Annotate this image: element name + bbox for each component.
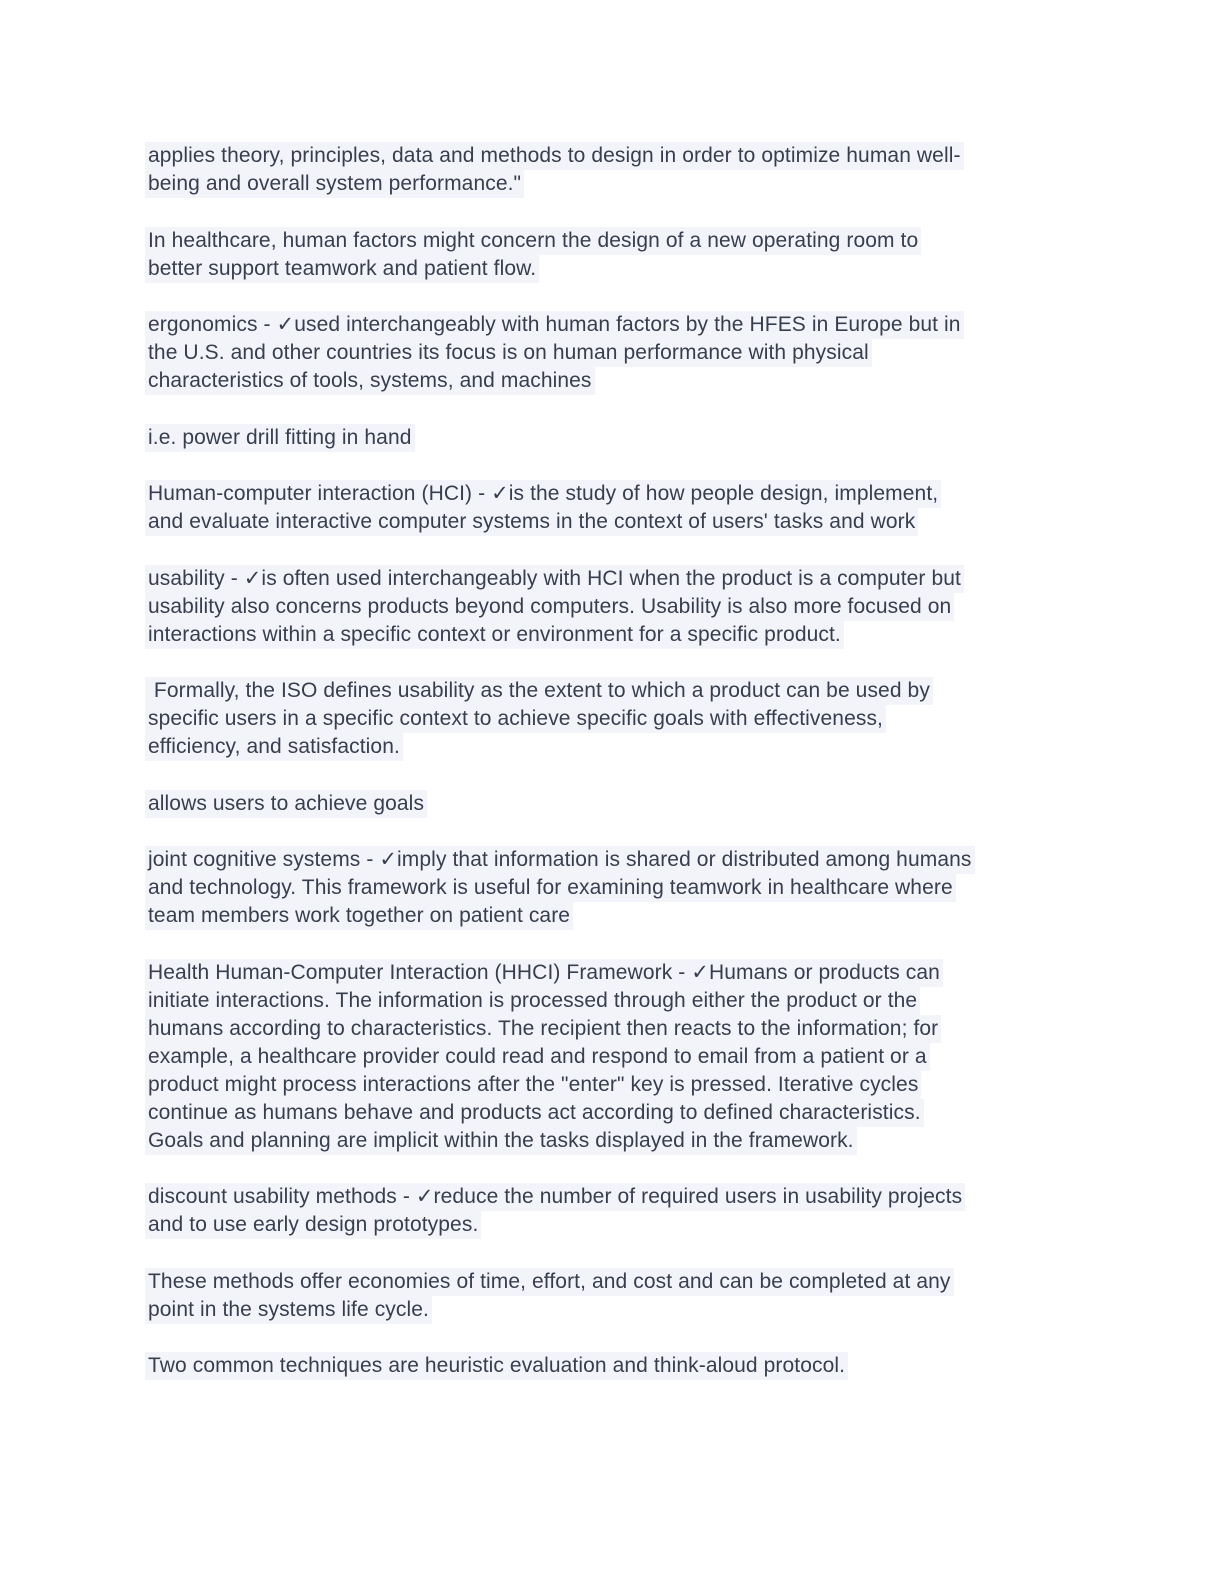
- paragraph: [145, 1268, 1105, 1324]
- text-line: Health Human-Computer Interaction (HHCI) Framework - ✓Humans or products can: [145, 959, 943, 987]
- paragraph: [145, 480, 1105, 536]
- text-line: These methods offer economies of time, effort, and cost and can be completed at any: [145, 1268, 954, 1296]
- text-line: initiate interactions. The information is processed through either the product or the: [145, 987, 920, 1015]
- text-line: being and overall system performance.": [145, 170, 524, 198]
- notes-content: [145, 142, 1105, 1380]
- paragraph: [145, 846, 1105, 930]
- text-line: i.e. power drill fitting in hand: [145, 424, 415, 452]
- paragraph: [145, 1183, 1105, 1239]
- paragraph: [145, 677, 1105, 761]
- text-line: Formally, the ISO defines usability as the extent to which a product can be used by: [145, 677, 933, 705]
- paragraph: [145, 142, 1105, 198]
- text-line: In healthcare, human factors might concern the design of a new operating room to: [145, 227, 921, 255]
- text-line: Goals and planning are implicit within the tasks displayed in the framework.: [145, 1127, 857, 1155]
- text-line: continue as humans behave and products act according to defined characteristics.: [145, 1099, 924, 1127]
- text-line: joint cognitive systems - ✓imply that information is shared or distributed among humans: [145, 846, 975, 874]
- paragraph: [145, 790, 1105, 818]
- text-line: Two common techniques are heuristic evaluation and think-aloud protocol.: [145, 1352, 848, 1380]
- text-line: example, a healthcare provider could read and respond to email from a patient or a: [145, 1043, 930, 1071]
- text-line: and to use early design prototypes.: [145, 1211, 481, 1239]
- text-line: product might process interactions after the "enter" key is pressed. Iterative cycles: [145, 1071, 921, 1099]
- text-line: applies theory, principles, data and methods to design in order to optimize human well-: [145, 142, 964, 170]
- text-line: Human-computer interaction (HCI) - ✓is the study of how people design, implement,: [145, 480, 941, 508]
- text-line: characteristics of tools, systems, and machines: [145, 367, 595, 395]
- paragraph: [145, 1352, 1105, 1380]
- paragraph: [145, 227, 1105, 283]
- text-line: discount usability methods - ✓reduce the number of required users in usability projects: [145, 1183, 965, 1211]
- text-line: humans according to characteristics. The recipient then reacts to the information; for: [145, 1015, 941, 1043]
- text-line: interactions within a specific context or environment for a specific product.: [145, 621, 844, 649]
- text-line: point in the systems life cycle.: [145, 1296, 432, 1324]
- text-line: and technology. This framework is useful for examining teamwork in healthcare where: [145, 874, 956, 902]
- paragraph: [145, 311, 1105, 395]
- paragraph: [145, 959, 1105, 1155]
- text-line: allows users to achieve goals: [145, 790, 427, 818]
- text-line: better support teamwork and patient flow.: [145, 255, 539, 283]
- text-line: specific users in a specific context to achieve specific goals with effectiveness,: [145, 705, 886, 733]
- text-line: ergonomics - ✓used interchangeably with human factors by the HFES in Europe but in: [145, 311, 964, 339]
- text-line: and evaluate interactive computer systems in the context of users' tasks and work: [145, 508, 918, 536]
- text-line: usability also concerns products beyond computers. Usability is also more focused on: [145, 593, 954, 621]
- text-line: the U.S. and other countries its focus is on human performance with physical: [145, 339, 872, 367]
- paragraph: [145, 565, 1105, 649]
- text-line: efficiency, and satisfaction.: [145, 733, 403, 761]
- text-line: team members work together on patient care: [145, 902, 573, 930]
- paragraph: [145, 424, 1105, 452]
- text-line: usability - ✓is often used interchangeably with HCI when the product is a computer but: [145, 565, 964, 593]
